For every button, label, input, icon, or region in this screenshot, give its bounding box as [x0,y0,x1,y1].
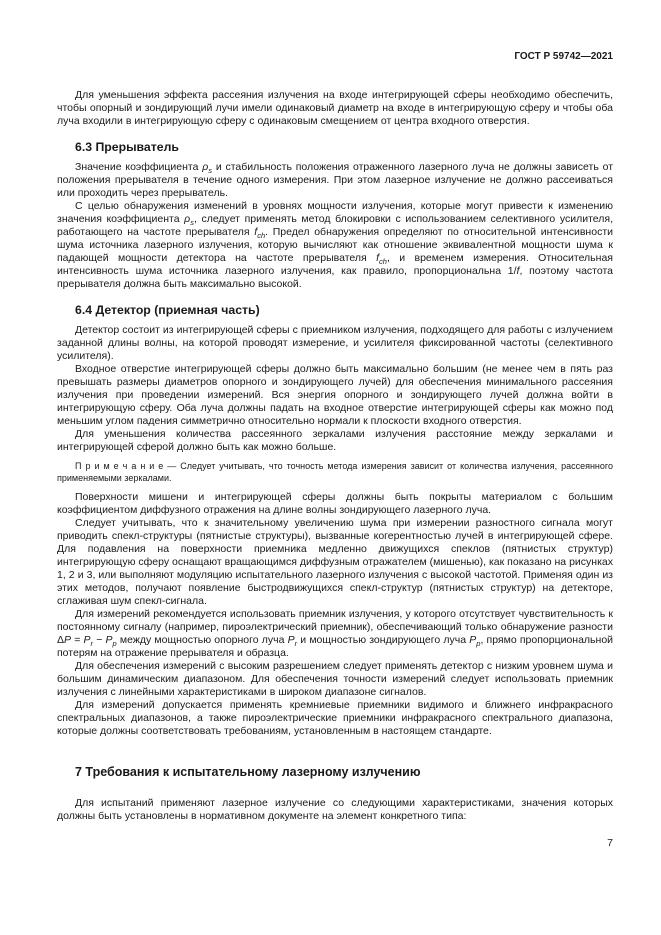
document-code: ГОСТ Р 59742—2021 [514,51,613,62]
note-paragraph: П р и м е ч а н и е — Следует учитывать, что точность метода измерения зависит от количества излучения, рассеянного применяемыми зеркалами. [57,461,613,483]
paragraph-7-1: Для испытаний применяют лазерное излучение со следующими характеристиками, значения которых должны быть установлены в нормативном документе на элемент конкретного типа: [57,797,613,822]
paragraph-6-4-4: Поверхности мишени и интегрирующей сферы должны быть покрыты материалом с большим коэффициентом диффузного отражения на длине волны зондирующего лазерного луча. [57,491,613,516]
paragraph-intro: Для уменьшения эффекта рассеяния излучения на входе интегрирующей сферы необходимо обеспечить, чтобы опорный и зондирующий лучи имели одинаковый диаметр на входе в интегрирующую сферу и чтобы оба луча входили в интегрирующую сферу с одинаковым смещением от центра входного отверстия. [57,89,613,127]
paragraph-6-4-1: Детектор состоит из интегрирующей сферы с приемником излучения, подходящего для работы с излучением заданной длины волны, на которой проводят измерение, и усилителя фиксированной частоты (селективного усилителя). [57,324,613,362]
document-header [57,50,613,63]
paragraph-6-4-3: Для уменьшения количества рассеянного зеркалами излучения расстояние между зеркалами и интегрирующей сферой должно быть как можно больше. [57,428,613,453]
paragraph-6-3-2: С целью обнаружения изменений в уровнях мощности излучения, которые могут привести к изменению значения коэффициента $\rho_s$, следует применять метод блокировки с использованием селективного усилителя, работающего на частоте прерывателя $f_{ch}$. Предел обнаружения определяют по относительной интенсивности шума источника лазерного излучения, которую вычисляют как отношение эквивалентной мощности шума к падающей мощности детектора на частоте прерывателя $f_{ch}$, и временем измерения. Относительная интенсивность шума источника лазерного излучения, как правило, пропорциональна 1/f, поэтому частота прерывателя должна быть максимально высокой. [57,200,613,290]
section-heading-6-4: 6.4 Детектор (приемная часть) [75,303,260,317]
paragraph-6-4-2: Входное отверстие интегрирующей сферы должно быть максимально большим (не менее чем в пять раз превышать размеры диаметров опорного и зондирующего лучей) для обеспечения минимального рассеяния излучения при проведении измерений. Вся энергия опорного и зондирующего лучей должна войти в интегрирующую сферу. Оба луча должны падать на входное отверстие интегрирующей сферы как можно под меньшим углом падения симметрично относительно нормали к плоскости входного отверстия. [57,363,613,427]
page-number: 7 [607,837,613,849]
paragraph-6-4-7: Для обеспечения измерений с высоким разрешением следует применять детектор с низким уровнем шума и большим динамическим диапазоном. Для обеспечения точности измерений следует использовать приемник излучения с линейными характеристиками в широком диапазоне сигналов. [57,660,613,698]
paragraph-6-4-6: Для измерений рекомендуется использовать приемник излучения, у которого отсутствует чувствительность к постоянному сигналу (например, пироэлектрический приемник), обеспечивающий только обнаружение разности $\Delta P = P_r - P_p$ между мощностью опорного луча $P_r$ и мощностью зондирующего луча $P_p$, прямо пропорциональной потерям на отражение прерывателя и образца. [57,608,614,659]
paragraph-6-3-1: Значение коэффициента $\rho_s$ и стабильность положения отраженного лазерного луча не должны зависеть от положения прерывателя в течение одного измерения. При этом лазерное излучение не должно рассеиваться или проходить через прерыватель. [57,161,613,199]
paragraph-6-4-8: Для измерений допускается применять кремниевые приемники видимого и ближнего инфракрасного спектральных диапазонов, а также пироэлектрические приемники инфракрасного спектрального диапазона, которые должны соответствовать требованиям, установленным в настоящем стандарте. [57,699,613,737]
section-heading-6-3: 6.3 Прерыватель [75,140,179,154]
chapter-heading-7: 7 Требования к испытательному лазерному излучению [75,765,421,779]
page-footer [57,837,613,850]
paragraph-6-4-5: Следует учитывать, что к значительному увеличению шума при измерении разностного сигнала могут приводить спекл-структуры (пятнистые структуры), вызванные когерентностью лучей в интегрирующей сфере. Для подавления на поверхности приемника медленно движущихся спеклов (пятнистых структур) интегрирующую сферу оснащают вращающимся диффузным отражателем (мишенью), как показано на рисунках 1, 2 и 3, или выполняют модуляцию испытательного лазерного излучения с высокой частотой. Применяя один из этих методов, получают появление быстродвижущихся спекл-структур (пятнистых структур) на детекторе, сглаживая шум спекл-сигнала. [57,517,613,607]
